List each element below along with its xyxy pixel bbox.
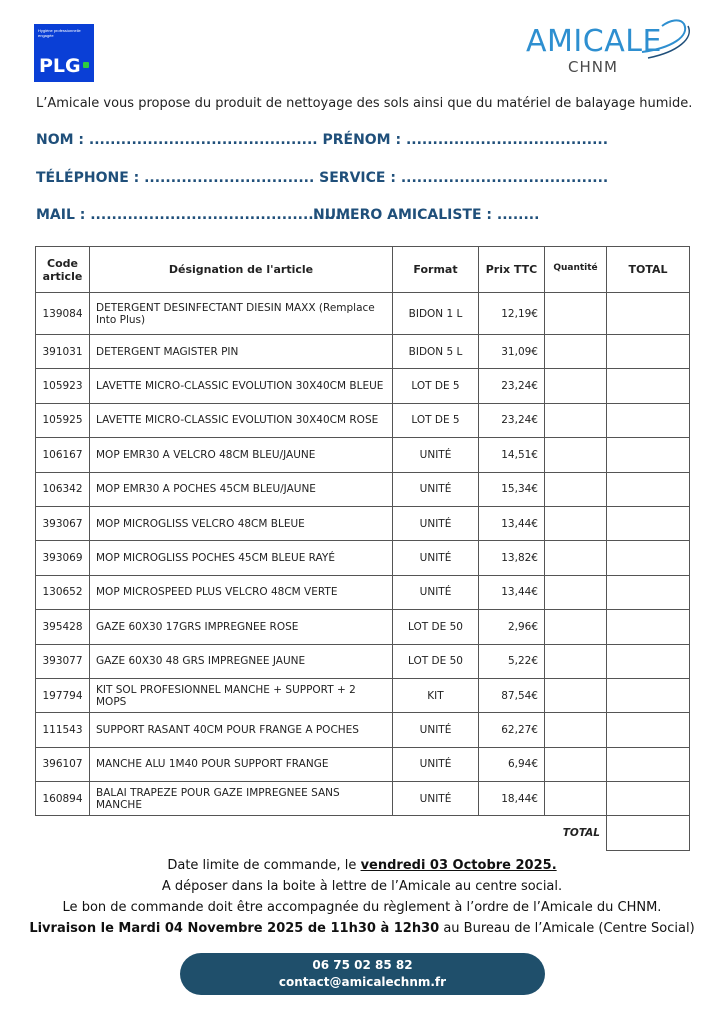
quantity-cell[interactable] <box>545 369 607 403</box>
row-total-cell[interactable] <box>607 644 690 678</box>
article-format: UNITÉ <box>393 713 479 747</box>
grand-total-label: TOTAL <box>562 827 600 840</box>
article-format: LOT DE 5 <box>393 369 479 403</box>
table-row <box>36 506 690 540</box>
contact-email[interactable]: contact@amicalechnm.fr <box>278 975 447 989</box>
quantity-cell[interactable] <box>545 438 607 472</box>
row-total-cell[interactable] <box>607 575 690 609</box>
table-row <box>36 747 690 781</box>
article-price: 13,82€ <box>479 541 545 575</box>
header-price: Prix TTC <box>479 247 545 293</box>
row-total-cell[interactable] <box>607 713 690 747</box>
article-price: 15,34€ <box>479 472 545 506</box>
article-price: 2,96€ <box>479 610 545 644</box>
article-format: BIDON 1 L <box>393 293 479 335</box>
row-total-cell[interactable] <box>607 747 690 781</box>
table-row <box>36 369 690 403</box>
article-code: 106342 <box>36 472 90 506</box>
article-price: 6,94€ <box>479 747 545 781</box>
table-row <box>36 472 690 506</box>
plg-tagline: Hygiène professionnelle engagée <box>38 28 81 38</box>
article-format: LOT DE 50 <box>393 644 479 678</box>
total-row <box>36 816 690 850</box>
intro-text: L’Amicale vous propose du produit de nettoyage des sols ainsi que du matériel de balayage humide. <box>36 96 693 111</box>
amicale-logo <box>522 18 692 78</box>
article-code: 396107 <box>36 747 90 781</box>
table-row <box>36 713 690 747</box>
article-format: UNITÉ <box>393 472 479 506</box>
article-code: 393067 <box>36 506 90 540</box>
drop-off-line: A déposer dans la boite à lettre de l’Amicale au centre social. <box>161 879 563 894</box>
article-code: 393077 <box>36 644 90 678</box>
table-row <box>36 575 690 609</box>
article-code: 106167 <box>36 438 90 472</box>
article-price: 13,44€ <box>479 575 545 609</box>
article-designation: MOP MICROGLISS VELCRO 48CM BLEUE <box>90 506 393 540</box>
quantity-cell[interactable] <box>545 644 607 678</box>
row-total-cell[interactable] <box>607 610 690 644</box>
article-designation: MANCHE ALU 1M40 POUR SUPPORT FRANGE <box>90 747 393 781</box>
article-designation: DETERGENT MAGISTER PIN <box>90 335 393 369</box>
header-format: Format <box>393 247 479 293</box>
payment-line: Le bon de commande doit être accompagnée du règlement à l’ordre de l’Amicale du CHNM. <box>62 900 662 915</box>
article-designation: LAVETTE MICRO-CLASSIC EVOLUTION 30X40CM ROSE <box>90 403 393 437</box>
row-total-cell[interactable] <box>607 678 690 712</box>
contact-pill <box>180 953 545 995</box>
article-code: 139084 <box>36 293 90 335</box>
article-format: UNITÉ <box>393 506 479 540</box>
mail-field[interactable]: MAIL : ................................................. <box>36 207 351 223</box>
quantity-cell[interactable] <box>545 293 607 335</box>
header-qty: Quantité <box>545 247 607 293</box>
article-price: 13,44€ <box>479 506 545 540</box>
delivery-line <box>0 921 724 936</box>
article-code: 391031 <box>36 335 90 369</box>
row-total-cell[interactable] <box>607 293 690 335</box>
quantity-cell[interactable] <box>545 782 607 816</box>
article-price: 18,44€ <box>479 782 545 816</box>
table-row <box>36 403 690 437</box>
row-total-cell[interactable] <box>607 369 690 403</box>
table-row <box>36 541 690 575</box>
delivery-rest: au Bureau de l’Amicale (Centre Social) <box>439 921 695 936</box>
plg-logo <box>34 24 94 82</box>
article-code: 130652 <box>36 575 90 609</box>
quantity-cell[interactable] <box>545 541 607 575</box>
deadline-date: vendredi 03 Octobre 2025. <box>360 858 557 873</box>
article-code: 395428 <box>36 610 90 644</box>
article-price: 62,27€ <box>479 713 545 747</box>
article-price: 14,51€ <box>479 438 545 472</box>
table-row <box>36 644 690 678</box>
header-total: TOTAL <box>607 247 690 293</box>
table-row <box>36 293 690 335</box>
article-code: 393069 <box>36 541 90 575</box>
article-designation: DETERGENT DESINFECTANT DIESIN MAXX (Remplace Into Plus) <box>90 293 393 335</box>
amicale-word: AMICALE <box>526 24 662 59</box>
quantity-cell[interactable] <box>545 610 607 644</box>
article-designation: LAVETTE MICRO-CLASSIC EVOLUTION 30X40CM BLEUE <box>90 369 393 403</box>
article-code: 111543 <box>36 713 90 747</box>
row-total-cell[interactable] <box>607 403 690 437</box>
article-format: UNITÉ <box>393 541 479 575</box>
table-row <box>36 438 690 472</box>
table-row <box>36 782 690 816</box>
table-row <box>36 678 690 712</box>
article-format: UNITÉ <box>393 438 479 472</box>
table-row <box>36 610 690 644</box>
row-total-cell[interactable] <box>607 541 690 575</box>
row-total-cell[interactable] <box>607 782 690 816</box>
article-code: 160894 <box>36 782 90 816</box>
article-format: UNITÉ <box>393 575 479 609</box>
quantity-cell[interactable] <box>545 472 607 506</box>
article-designation: MOP EMR30 A VELCRO 48CM BLEU/JAUNE <box>90 438 393 472</box>
article-designation: MOP MICROGLISS POCHES 45CM BLEUE RAYÉ <box>90 541 393 575</box>
article-code: 197794 <box>36 678 90 712</box>
quantity-cell[interactable] <box>545 678 607 712</box>
article-format: KIT <box>393 678 479 712</box>
article-designation: MOP MICROSPEED PLUS VELCRO 48CM VERTE <box>90 575 393 609</box>
article-price: 12,19€ <box>479 293 545 335</box>
article-format: LOT DE 5 <box>393 403 479 437</box>
deadline-line <box>0 858 724 873</box>
header-designation: Désignation de l'article <box>90 247 393 293</box>
row-total-cell[interactable] <box>607 506 690 540</box>
article-price: 31,09€ <box>479 335 545 369</box>
contact-phone[interactable]: 06 75 02 85 82 <box>312 958 413 972</box>
deadline-prefix: Date limite de commande, le <box>167 858 361 873</box>
delivery-bold: Livraison le Mardi 04 Novembre 2025 de 11h30 à 12h30 <box>29 921 440 936</box>
article-format: UNITÉ <box>393 782 479 816</box>
article-format: BIDON 5 L <box>393 335 479 369</box>
article-price: 23,24€ <box>479 369 545 403</box>
article-designation: GAZE 60X30 48 GRS IMPREGNEE JAUNE <box>90 644 393 678</box>
name-fields[interactable]: NOM : ........................................... PRÉNOM : ...................................... <box>36 132 609 148</box>
quantity-cell[interactable] <box>545 747 607 781</box>
table-row <box>36 335 690 369</box>
quantity-cell[interactable] <box>545 335 607 369</box>
amicale-sub: CHNM <box>568 58 618 76</box>
article-code: 105923 <box>36 369 90 403</box>
article-designation: SUPPORT RASANT 40CM POUR FRANGE A POCHES <box>90 713 393 747</box>
order-table <box>35 246 690 851</box>
quantity-cell[interactable] <box>545 575 607 609</box>
row-total-cell[interactable] <box>607 335 690 369</box>
article-price: 5,22€ <box>479 644 545 678</box>
phone-service-fields[interactable]: TÉLÉPHONE : ................................ SERVICE : ....................................... <box>36 170 609 186</box>
plg-dot-icon <box>83 62 89 68</box>
article-price: 87,54€ <box>479 678 545 712</box>
quantity-cell[interactable] <box>545 713 607 747</box>
row-total-cell[interactable] <box>607 438 690 472</box>
article-format: UNITÉ <box>393 747 479 781</box>
header-code: Code article <box>36 247 90 293</box>
table-header-row <box>36 247 690 293</box>
member-number-field[interactable]: NUMERO AMICALISTE : ........ <box>313 207 540 223</box>
quantity-cell[interactable] <box>545 506 607 540</box>
plg-name: PLG <box>39 55 81 77</box>
grand-total-cell[interactable] <box>607 816 690 850</box>
article-designation: BALAI TRAPEZE POUR GAZE IMPREGNEE SANS MANCHE <box>90 782 393 816</box>
article-code: 105925 <box>36 403 90 437</box>
quantity-cell[interactable] <box>545 403 607 437</box>
article-designation: GAZE 60X30 17GRS IMPREGNEE ROSE <box>90 610 393 644</box>
row-total-cell[interactable] <box>607 472 690 506</box>
article-format: LOT DE 50 <box>393 610 479 644</box>
article-designation: KIT SOL PROFESIONNEL MANCHE + SUPPORT + 2 MOPS <box>90 678 393 712</box>
article-price: 23,24€ <box>479 403 545 437</box>
article-designation: MOP EMR30 A POCHES 45CM BLEU/JAUNE <box>90 472 393 506</box>
